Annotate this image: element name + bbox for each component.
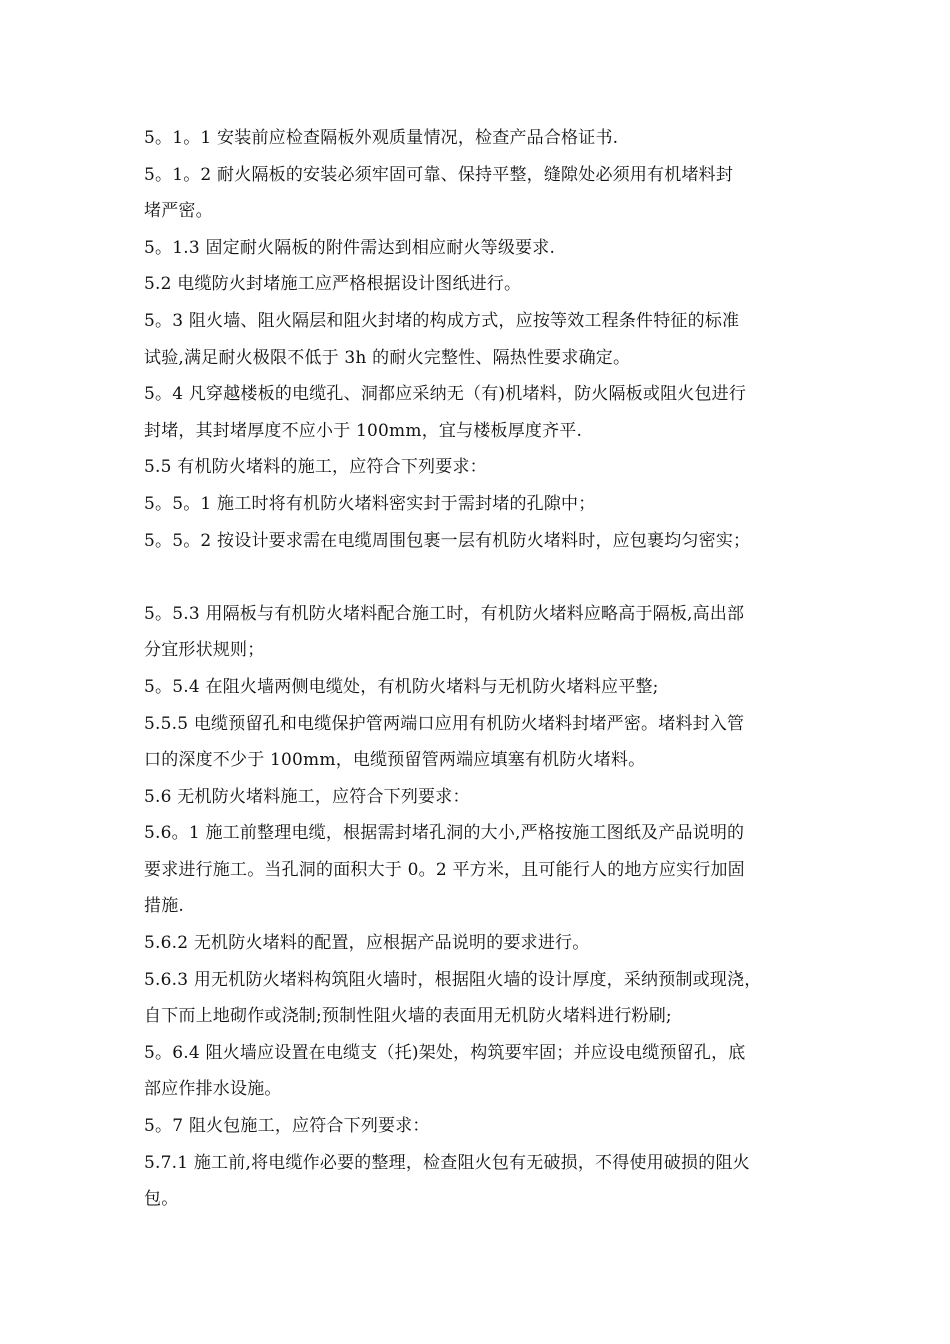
document-body <box>144 120 824 1218</box>
text-line: 5.5 有机防火堵料的施工，应符合下列要求： <box>144 457 487 478</box>
text-line: 5。4 凡穿越楼板的电缆孔、洞都应采纳无（有)机堵料，防火隔板或阻火包进行 <box>144 384 747 405</box>
text-line: 封堵，其封堵厚度不应小于 100mm，宜与楼板厚度齐平. <box>144 420 583 441</box>
text-line: 5.5.5 电缆预留孔和电缆保护管两端口应用有机防火堵料封堵严密。堵料封入管 <box>144 713 745 734</box>
text-line: 部应作排水设施。 <box>144 1079 282 1100</box>
text-line: 5。1.3 固定耐火隔板的附件需达到相应耐火等级要求. <box>144 237 556 258</box>
text-line: 5。5。2 按设计要求需在电缆周围包裹一层有机防火堵料时，应包裹均匀密实； <box>144 530 751 551</box>
text-line: 5.6 无机防火堵料施工，应符合下列要求： <box>144 786 470 807</box>
text-line: 5。1。2 耐火隔板的安装必须牢固可靠、保持平整，缝隙处必须用有机堵料封 <box>144 164 734 185</box>
text-line: 5.6。1 施工前整理电缆，根据需封堵孔洞的大小,严格按施工图纸及产品说明的 <box>144 823 745 844</box>
text-line: 5。1。1 安装前应检查隔板外观质量情况，检查产品合格证书. <box>144 128 619 148</box>
text-line: 5。5.4 在阻火墙两侧电缆处，有机防火堵料与无机防火堵料应平整; <box>144 676 659 697</box>
text-line: 5。6.4 阻火墙应设置在电缆支（托)架处，构筑要牢固；并应设电缆预留孔，底 <box>144 1042 746 1063</box>
text-line: 5.6.3 用无机防火堵料构筑阻火墙时，根据阻火墙的设计厚度，采纳预制或现浇， <box>144 969 762 990</box>
text-line: 5。7 阻火包施工，应符合下列要求： <box>144 1116 430 1137</box>
text-line: 分宜形状规则； <box>144 640 265 661</box>
text-line: 包。 <box>144 1189 179 1210</box>
text-line: 5。5。1 施工时将有机防火堵料密实封于需封堵的孔隙中； <box>144 493 596 514</box>
text-line: 5。5.3 用隔板与有机防火堵料配合施工时，有机防火堵料应略高于隔板,高出部 <box>144 603 745 624</box>
text-line: 措施. <box>144 896 185 917</box>
text-line: 5.2 电缆防火封堵施工应严格根据设计图纸进行。 <box>144 274 522 295</box>
text-line: 5。3 阻火墙、阻火隔层和阻火封堵的构成方式，应按等效工程条件特征的标准 <box>144 310 740 331</box>
text-line: 5.6.2 无机防火堵料的配置，应根据产品说明的要求进行。 <box>144 933 590 954</box>
text-line: 口的深度不少于 100mm，电缆预留管两端应填塞有机防火堵料。 <box>144 750 646 771</box>
text-line: 要求进行施工。当孔洞的面积大于 0。2 平方米，且可能行人的地方应实行加固 <box>144 859 745 880</box>
text-line: 5.7.1 施工前,将电缆作必要的整理，检查阻火包有无破损，不得使用破损的阻火 <box>144 1152 750 1173</box>
text-line: 自下而上地砌作或浇制;预制性阻火墙的表面用无机防火堵料进行粉刷; <box>144 1006 672 1027</box>
blank-line <box>144 559 824 596</box>
text-line: 堵严密。 <box>144 201 213 222</box>
text-line: 试验,满足耐火极限不低于 3h 的耐火完整性、隔热性要求确定。 <box>144 347 631 368</box>
